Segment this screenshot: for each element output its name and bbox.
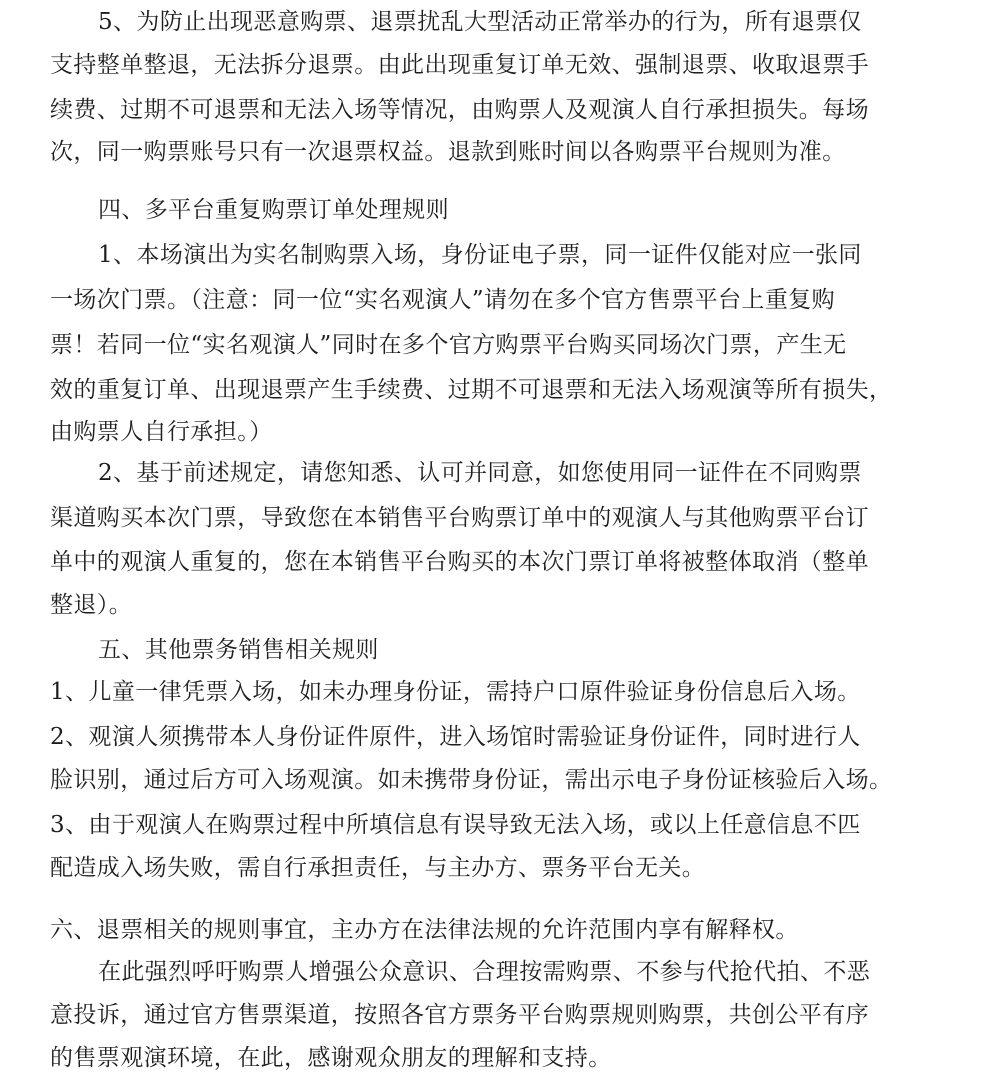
section4-item2-line-2: 渠道购买本次门票，导致您在本销售平台购票订单中的观演人与其他购票平台订 bbox=[50, 505, 869, 531]
item5-line-2: 支持整单整退，无法拆分退票。由此出现重复订单无效、强制退票、收取退票手 bbox=[50, 52, 869, 78]
section4-item1-line-2: 一场次门票。（注意：同一位“实名观演人”请勿在多个官方售票平台上重复购 bbox=[50, 287, 836, 313]
section5-item3-line-2: 配造成入场失败，需自行承担责任，与主办方、票务平台无关。 bbox=[50, 855, 706, 881]
section5-item2-line-1: 2、观演人须携带本人身份证件原件，进入场馆时需验证身份证件，同时进行人 bbox=[50, 724, 861, 750]
closing-line-1: 在此强烈呼吁购票人增强公众意识、合理按需购票、不参与代抢代拍、不恶 bbox=[98, 959, 871, 985]
section5-item1-line-1: 1、儿童一律凭票入场，如未办理身份证，需持户口原件验证身份信息后入场。 bbox=[50, 679, 861, 705]
section4-item1-line-4: 效的重复订单、出现退票产生手续费、过期不可退票和无法入场观演等所有损失， bbox=[50, 377, 893, 403]
section5-heading: 五、其他票务销售相关规则 bbox=[98, 637, 379, 663]
section5-item3-line-1: 3、由于观演人在购票过程中所填信息有误导致无法入场，或以上任意信息不匹 bbox=[50, 812, 861, 838]
closing-line-2: 意投诉，通过官方售票渠道，按照各官方票务平台购票规则购票，共创公平有序 bbox=[50, 1002, 869, 1028]
item5-line-3: 续费、过期不可退票和无法入场等情况，由购票人及观演人自行承担损失。每场 bbox=[50, 97, 869, 123]
item5-line-1: 5、为防止出现恶意购票、退票扰乱大型活动正常举办的行为，所有退票仅 bbox=[98, 9, 862, 35]
section4-item1-line-3: 票！若同一位“实名观演人”同时在多个官方购票平台购买同场次门票，产生无 bbox=[50, 332, 847, 358]
section4-item2-line-4: 整退）。 bbox=[50, 592, 133, 618]
section4-heading: 四、多平台重复购票订单处理规则 bbox=[98, 197, 449, 223]
section4-item2-line-3: 单中的观演人重复的，您在本销售平台购买的本次门票订单将被整体取消（整单 bbox=[50, 549, 869, 575]
section4-item2-line-1: 2、基于前述规定，请您知悉、认可并同意，如您使用同一证件在不同购票 bbox=[98, 460, 862, 486]
section6-heading: 六、退票相关的规则事宜，主办方在法律法规的允许范围内享有解释权。 bbox=[50, 917, 799, 943]
section4-item1-line-1: 1、本场演出为实名制购票入场，身份证电子票，同一证件仅能对应一张同 bbox=[98, 242, 862, 268]
closing-line-3: 的售票观演环境，在此，感谢观众朋友的理解和支持。 bbox=[50, 1045, 612, 1071]
section4-item1-line-5: 由购票人自行承担。） bbox=[50, 419, 273, 445]
section5-item2-line-2: 脸识别，通过后方可入场观演。如未携带身份证，需出示电子身份证核验后入场。 bbox=[50, 767, 893, 793]
item5-line-4: 次，同一购票账号只有一次退票权益。退款到账时间以各购票平台规则为准。 bbox=[50, 139, 846, 165]
